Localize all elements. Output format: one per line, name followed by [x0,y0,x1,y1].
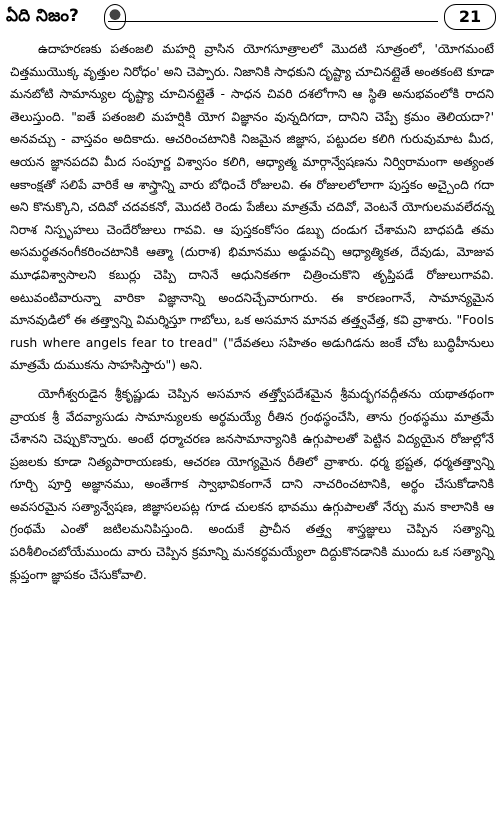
body-text [10,38,494,586]
paragraph: యోగీశ్వరుడైన శ్రీకృష్ణుడు చెప్పిన అసమాన తత్త్వోపదేశమైన శ్రీమద్భగవద్గీతను యథాతథంగా వ్రాయక శ్రీ వేదవ్యాసుడు సామాన్యులకు అర్థమయ్యే రీతిన గ్రంథస్థంచేసి, తాను గ్రంథస్థము మాత్రమే చేశానని చెప్పుకొన్నారు. అంటే ధర్మాచరణ జనసామాన్యానికి ఉగ్గుపాలతో పెట్టిన విద్యయైన రోజుల్లోనే ప్రజలకు కూడా నిత్యపారాయణకు, ఆచరణ యోగ్యమైన రీతిలో వ్రాశారు. ధర్మ భ్రష్టత, ధర్మతత్త్వాన్ని గూర్చి పూర్తి అజ్ఞానము, అంతేగాక స్వాభావికంగానే దాని నాచరించటానికి, అర్థం చేసుకోడానికి అవసరమైన సత్యాన్వేషణ, జిజ్ఞాసలపట్ల గూడ చులకన భావము ఉగ్గుపాలతో నేర్చు మన కాలానికి ఆ గ్రంథమే ఎంతో జటిలమనిపిస్తుంది. అందుకే ప్రాచీన తత్త్వ శాస్త్రజ్ఞులు చెప్పిన సత్యాన్ని పరిశీలించబోయేముందు వారు చెప్పిన క్రమాన్ని మనకర్థమయ్యేలా దిద్దుకొనడానికి ముందు ఒక సత్యాన్ని క్లుప్తంగా జ్ఞాపకం చేసుకోవాలి. [10,385,494,582]
paragraph: ఉదాహరణకు పతంజలి మహర్షి వ్రాసిన యోగసూత్రాలలో మొదటి సూత్రంలో, 'యోగమంటే చిత్తముయొక్క వృత్తుల నిరోధం' అని చెప్పారు. నిజానికి సాధకుని దృష్ట్యా చూచినట్లైతే అంతకంటె కూడా మనబోటి సామాన్యుల దృష్ట్యా చూచినట్లైతే - సాధన చివరి దశలోగాని ఆ స్థితి అనుభవంలోకి రాదని తెలుస్తుంది. "ఐతే పతంజలి మహర్షికి యోగ విజ్ఞానం వున్నదిగదా, దానిని చెప్పే క్రమం తెలియదా?' అనవచ్చు - వాస్తవం అదికాదు. ఆచరించటానికి నిజమైన జిజ్ఞాస, పట్టుదల కలిగి గురువుమాట మీద, ఆయన జ్ఞానపదవి మీద సంపూర్ణ విశ్వాసం కలిగి, ఆధ్యాత్మ మార్గాన్వేషణను నిర్విరామంగా అత్యంత ఆకాంక్షతో సలిపే వారికే ఆ శాస్త్రాన్ని వారు బోధించే రోజులవి. ఈ రోజులలోలాగా పుస్తకం అచ్చైంది గదా అని కొనుక్కొని, చదివో చదవకనో, మొదటి రెండు పేజీలు మాత్రమే చదివో, వెంటనే యోగులమవలేదన్న నిరాశ నిస్పృహలు చెందేరోజులు గావవి. ఆ పుస్తకంకోసం డబ్బు దండుగ చేశామని బాధపడి తమ అసమర్థతనంగీకరించటానికి ఆత్మా (దురాశ) భిమానము అడ్డువచ్చి ఆధ్యాత్మికత, దేవుడు, మోజువ మూఢవిశ్వాసాలని కబుర్లు చెప్పి దానినే ఆధునికతగా చిత్రించుకొని తృప్తిపడే రోజులుగావవి. అటువంటివారున్నా వారికా విజ్ఞానాన్ని అందనిచ్చేవారుగారు. ఈ కారణంగానే, సామాన్యమైన మానవుడిలో ఈ తత్త్వాన్ని విమర్శిస్తూ గాబోలు, ఒక అసమాన మానవ తత్త్వవేత్త, కవి వ్రాశారు. "Fools rush where angels fear to tread" ("దేవతలు సహితం అడుగిడను జంకే చోట బుద్ధిహీనులు మాత్రమే దుముకను సాహసిస్తారు") అని. [10,41,494,373]
running-title: ఏది నిజం? [6,6,79,26]
header-rule [108,21,438,22]
page-header [6,4,496,32]
page-number: 21 [444,4,496,30]
author-portrait-icon [104,4,126,30]
